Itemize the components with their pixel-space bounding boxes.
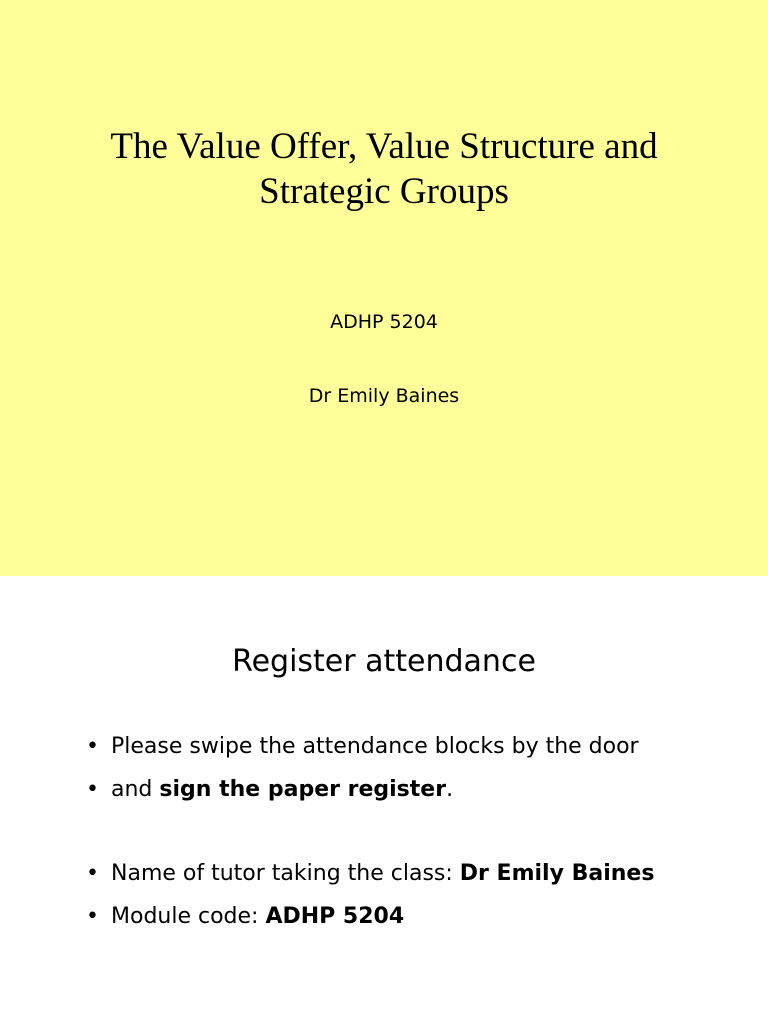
bullet-text-prefix: Module code: (111, 904, 266, 929)
bullet-icon: • (86, 904, 99, 929)
author-subtitle: Dr Emily Baines (308, 385, 460, 407)
module-code-subtitle: ADHP 5204 (330, 311, 438, 333)
attendance-bullet-list (86, 732, 746, 945)
attendance-heading: Register attendance (232, 644, 536, 679)
slide-title (20, 124, 748, 214)
bullet-module-code (86, 902, 746, 945)
slide-title-line-1: The Value Offer, Value Structure and (110, 126, 658, 167)
bullet-text-bold: ADHP 5204 (265, 904, 405, 929)
slide-title-line-2: Strategic Groups (259, 171, 509, 212)
bullet-text-prefix: and (111, 777, 160, 802)
bullet-icon: • (86, 777, 99, 802)
bullet-text-prefix: Name of tutor taking the class: (111, 861, 460, 886)
bullet-text-suffix: . (446, 777, 454, 802)
bullet-icon: • (86, 734, 99, 759)
bullet-text: Please swipe the attendance blocks by the door (111, 734, 639, 759)
bullet-sign-register (86, 775, 746, 818)
attendance-slide (0, 576, 768, 1024)
bullet-icon: • (86, 861, 99, 886)
bullet-swipe-blocks (86, 732, 746, 775)
bullet-text-bold: sign the paper register (159, 777, 447, 802)
bullet-tutor-name (86, 859, 746, 902)
bullet-text-bold: Dr Emily Baines (459, 861, 655, 886)
